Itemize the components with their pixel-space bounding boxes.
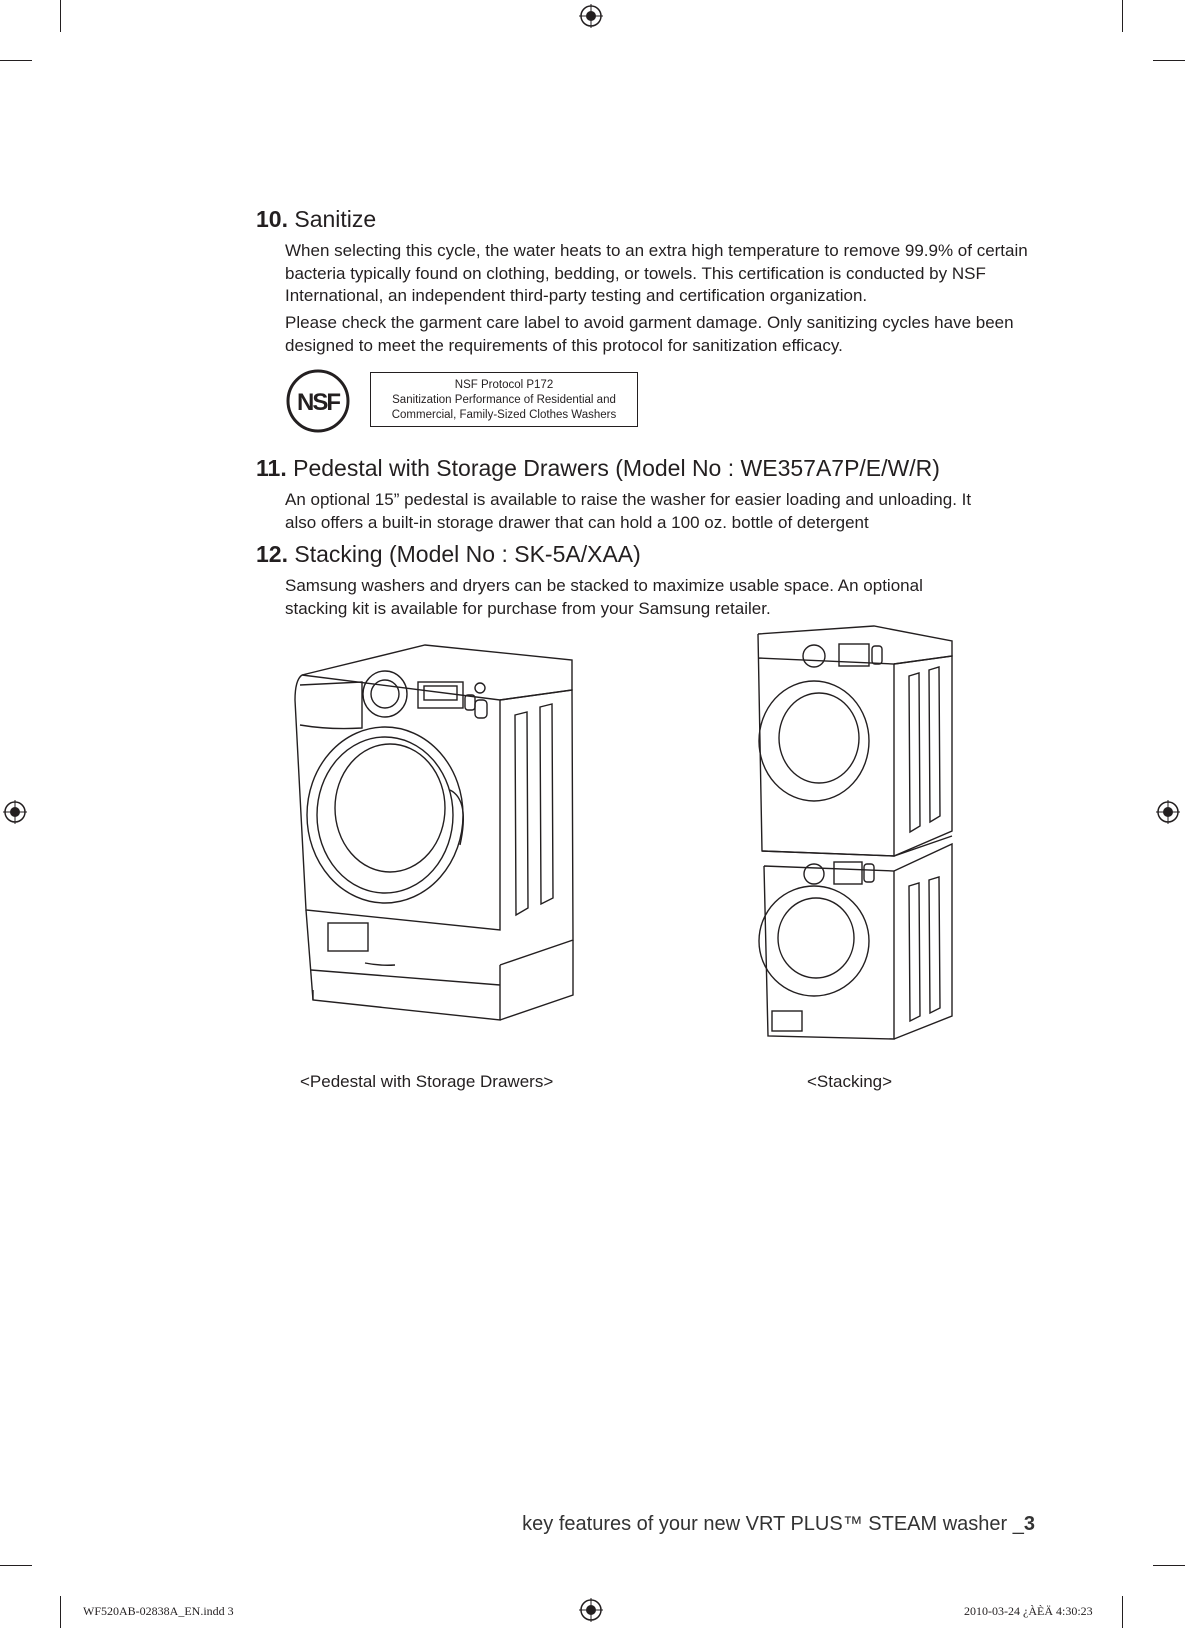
section-title-pedestal <box>256 455 940 482</box>
nsf-box-line: Sanitization Performance of Residential and <box>392 394 616 406</box>
caption-stacking: <Stacking> <box>807 1072 893 1091</box>
stacked-washer-dryer-illustration <box>754 626 964 1046</box>
pedestal-paragraph: An optional 15” pedestal is available to raise the washer for easier loading and unloading. It also offers a built-in storage drawer that can hold a 100 oz. bottle of detergent <box>285 490 972 532</box>
section-heading: Pedestal with Storage Drawers (Model No : WE357A7P/E/W/R) <box>293 455 940 481</box>
section-title-stacking <box>256 541 641 568</box>
crop-mark <box>1153 60 1185 61</box>
registration-mark-icon <box>3 800 27 824</box>
nsf-box-line: NSF Protocol P172 <box>454 379 554 391</box>
registration-mark-icon <box>579 4 603 28</box>
section-heading: Sanitize <box>294 206 377 232</box>
section-heading: Stacking (Model No : SK-5A/XAA) <box>294 541 641 567</box>
nsf-box-line: Commercial, Family-Sized Clothes Washers <box>391 409 617 421</box>
caption-pedestal: <Pedestal with Storage Drawers> <box>300 1072 554 1091</box>
crop-mark <box>60 0 61 32</box>
registration-mark-icon <box>1156 800 1180 824</box>
slug-file: WF520AB-02838A_EN.indd 3 <box>83 1604 234 1618</box>
section-title-sanitize <box>256 206 376 233</box>
nsf-logo-text: NSF <box>297 389 339 416</box>
stacking-paragraph: Samsung washers and dryers can be stacked to maximize usable space. An optional stacking kit is available for purchase from your Samsung retailer. <box>285 576 923 618</box>
section-number: 12. <box>256 541 288 567</box>
registration-mark-icon <box>579 1598 603 1622</box>
crop-mark <box>1153 1565 1185 1566</box>
sanitize-paragraph-1: When selecting this cycle, the water heats to an extra high temperature to remove 99.9% of certain bacteria typically found on clothing, bedding, or towels. This certification is conducted by NSF International, an independent third-party testing and certification organization. <box>285 241 1028 305</box>
crop-mark <box>1122 0 1123 32</box>
page-number: 3 <box>1023 1513 1035 1535</box>
section-number: 11. <box>256 455 287 481</box>
nsf-logo-icon <box>286 369 350 433</box>
slug-timestamp: 2010-03-24 ¿ÀÈÄ 4:30:23 <box>964 1604 1093 1618</box>
nsf-protocol-box <box>370 372 638 427</box>
crop-mark <box>1122 1596 1123 1628</box>
crop-mark <box>60 1596 61 1628</box>
page-footer <box>522 1513 1035 1536</box>
washer-on-pedestal-illustration <box>290 640 580 1060</box>
footer-label: key features of your new VRT PLUS™ STEAM washer _ <box>522 1513 1024 1535</box>
crop-mark <box>0 60 32 61</box>
section-number: 10. <box>256 206 288 232</box>
crop-mark <box>0 1565 32 1566</box>
sanitize-paragraph-2: Please check the garment care label to avoid garment damage. Only sanitizing cycles have been designed to meet the requirements of this protocol for sanitization efficacy. <box>285 313 1014 355</box>
